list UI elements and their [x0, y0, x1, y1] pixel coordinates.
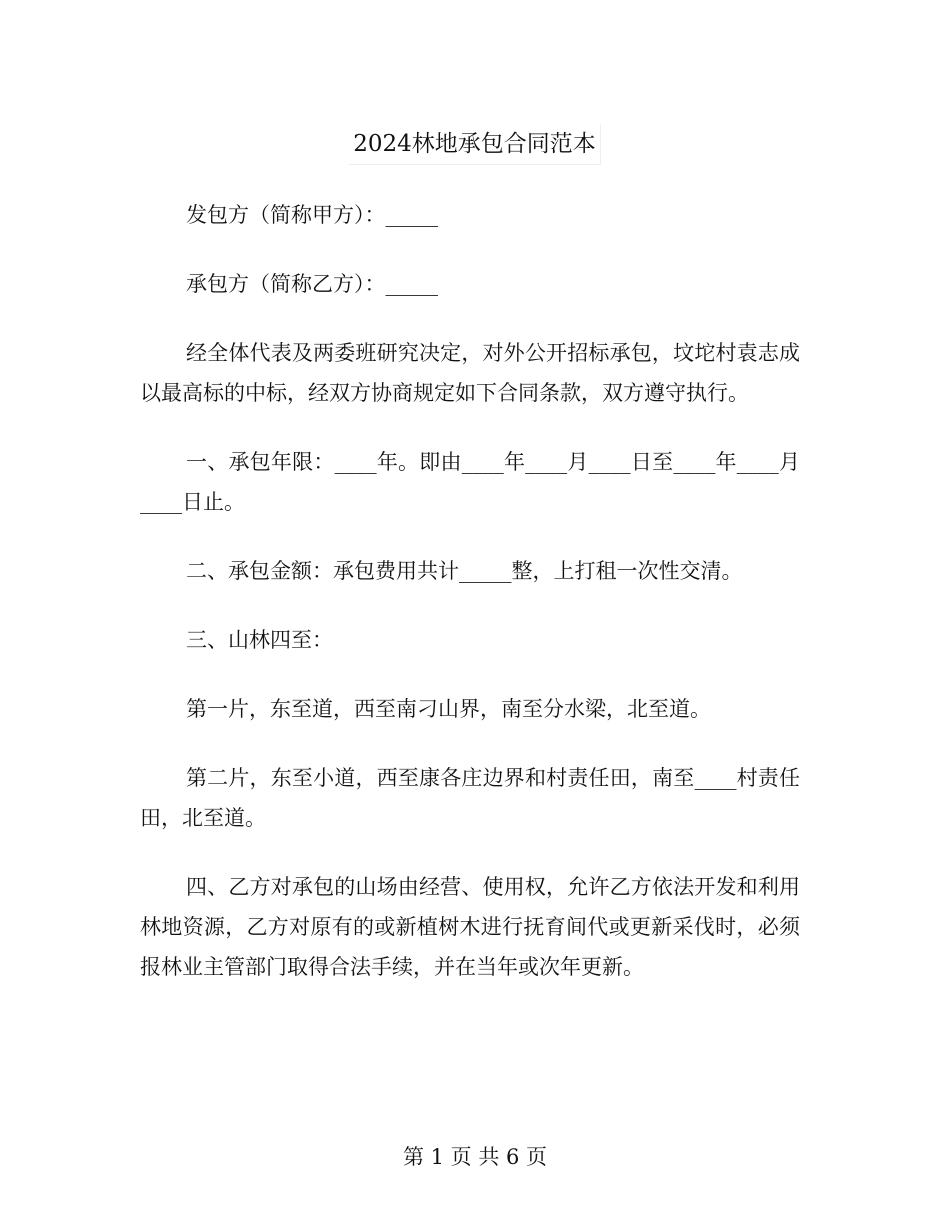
page-footer: 第 1 页 共 6 页 [402, 1145, 548, 1169]
document-body [140, 195, 800, 1016]
document-title-text: 2024林地承包合同范本 [349, 124, 601, 165]
paragraph-plot-one: 第一片，东至道，西至南刁山界，南至分水梁，北至道。 [186, 697, 711, 721]
document-title [0, 124, 950, 165]
paragraph-plot-two: 第二片，东至小道，西至康各庄边界和村责任田，南至____村责任田，北至道。 [140, 766, 800, 830]
paragraph-rights: 四、乙方对承包的山场由经营、使用权，允许乙方依法开发和利用林地资源，乙方对原有的或新植树木进行抚育间代或更新采伐时，必须报林业主管部门取得合法手续，并在当年或次年更新。 [140, 875, 800, 979]
paragraph-party-a: 发包方（简称甲方）：_____ [186, 203, 438, 227]
paragraph-amount: 二、承包金额：承包费用共计_____整，上打租一次性交清。 [186, 559, 743, 583]
paragraph-boundaries-heading: 三、山林四至： [186, 628, 333, 652]
paragraph-intro: 经全体代表及两委班研究决定，对外公开招标承包，坟坨村袁志成以最高标的中标，经双方协商规定如下合同条款，双方遵守执行。 [140, 341, 800, 405]
paragraph-party-b: 承包方（简称乙方）：_____ [186, 272, 438, 296]
paragraph-term: 一、承包年限：____年。即由____年____月____日至____年____月____日止。 [140, 450, 800, 514]
